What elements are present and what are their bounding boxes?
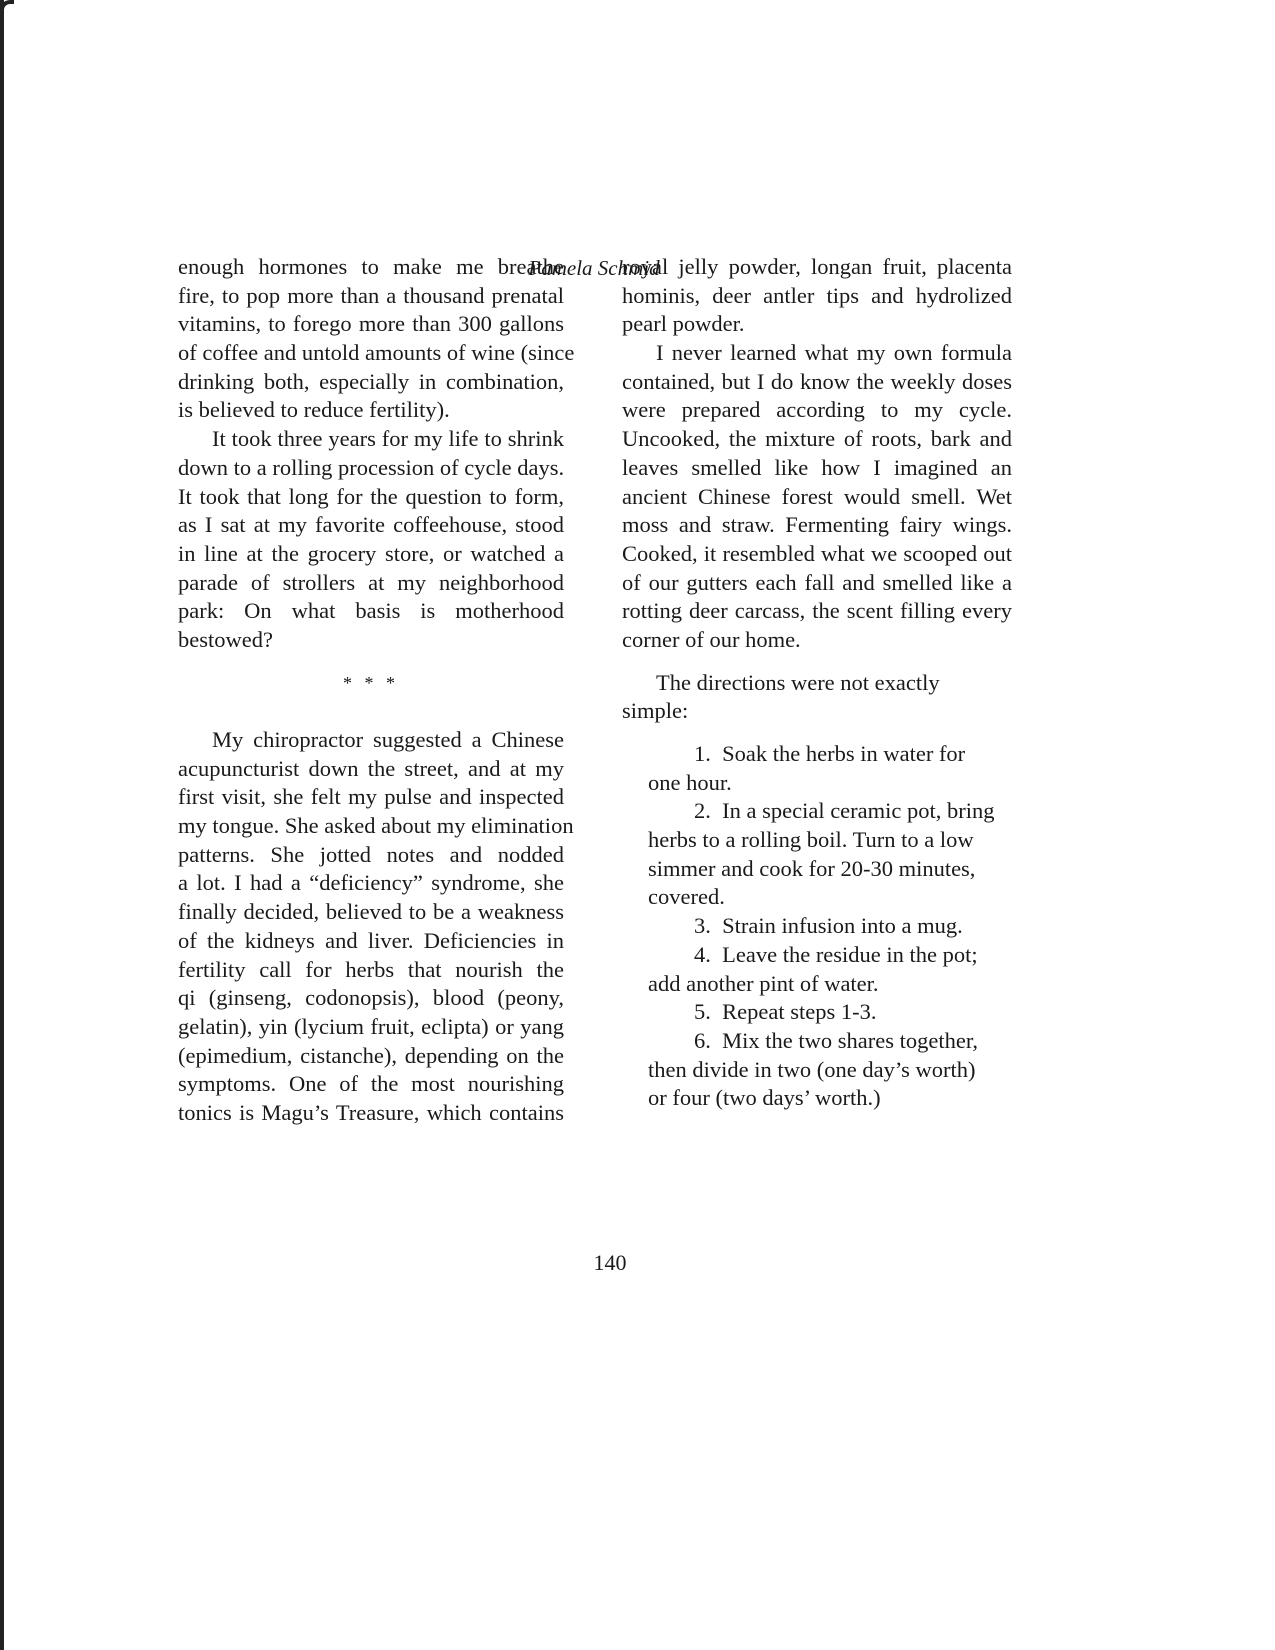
text-line: gelatin), yin (lycium fruit, eclipta) or yang — [178, 1013, 564, 1039]
step-first-line: 6. Mix the two shares together, — [694, 1027, 979, 1053]
text-line: in line at the grocery store, or watched a — [178, 540, 564, 566]
text-line: drinking both, especially in combination, — [178, 368, 564, 394]
step-line: or four (two days’ worth.) — [648, 1085, 881, 1111]
text-line: (epimedium, cistanche), depending on the — [178, 1042, 564, 1068]
step-line: herbs to a rolling boil. Turn to a low — [648, 827, 974, 853]
text-line: my tongue. She asked about my elimination — [178, 813, 574, 839]
text-line: hominis, deer antler tips and hydrolized — [622, 282, 1012, 308]
step-3 — [622, 912, 1012, 941]
step-number: 2. — [694, 798, 711, 824]
text-line: were prepared according to my cycle. — [622, 397, 1012, 423]
section-break: * * * — [343, 672, 399, 693]
text-line: is believed to reduce fertility). — [178, 397, 450, 423]
step-line: covered. — [648, 884, 725, 910]
step-first-line: 2. In a special ceramic pot, bring — [694, 798, 995, 824]
step-line: add another pint of water. — [648, 970, 879, 996]
step-line: simmer and cook for 20-30 minutes, — [648, 855, 976, 881]
step-2 — [622, 797, 1012, 912]
text-line: patterns. She jotted notes and nodded — [178, 841, 564, 867]
text-line: of coffee and untold amounts of wine (since — [178, 340, 575, 366]
text-line: moss and straw. Fermenting fairy wings. — [622, 512, 1012, 538]
page-number: 140 — [593, 1250, 627, 1275]
paragraph-ingredients — [622, 253, 1012, 339]
text-line: simple: — [622, 698, 689, 724]
step-4 — [622, 941, 1012, 998]
text-line: as I sat at my favorite coffeehouse, stood — [178, 512, 564, 538]
text-line: of our gutters each fall and smelled like a — [622, 569, 1012, 595]
paragraph-formula — [622, 339, 1012, 655]
paragraph-directions-intro — [622, 669, 1012, 726]
text-line: finally decided, believed to be a weakness — [178, 899, 564, 925]
text-line: park: On what basis is motherhood — [178, 598, 564, 624]
text-line: down to a rolling procession of cycle days. — [178, 454, 565, 480]
text-line: The directions were not exactly — [656, 669, 940, 695]
text-line: pearl powder. — [622, 311, 745, 337]
step-first-line: 5. Repeat steps 1-3. — [694, 999, 877, 1025]
text-line: fertility call for herbs that nourish the — [178, 956, 564, 982]
running-header-author: Pamela Schmid — [528, 256, 660, 280]
step-5 — [622, 998, 1012, 1027]
text-line: leaves smelled like how I imagined an — [622, 454, 1012, 480]
paragraph-chiropractor — [178, 726, 574, 1128]
step-number: 1. — [694, 741, 711, 766]
text-line: qi (ginseng, codonopsis), blood (peony, — [178, 985, 564, 1011]
text-line: symptoms. One of the most nourishing — [178, 1071, 564, 1097]
text-line: first visit, she felt my pulse and inspected — [178, 784, 564, 810]
step-number: 6. — [694, 1027, 711, 1053]
text-line: royal jelly powder, longan fruit, placenta — [622, 254, 1012, 279]
text-line: ancient Chinese forest would smell. Wet — [622, 483, 1012, 509]
text-line: a lot. I had a “deficiency” syndrome, she — [178, 870, 564, 896]
text-line: Cooked, it resembled what we scooped out — [622, 540, 1012, 566]
text-line: contained, but I do know the weekly doses — [622, 368, 1012, 394]
step-6 — [622, 1027, 1012, 1113]
step-line: then divide in two (one day’s worth) — [648, 1056, 976, 1082]
step-first-line: 3. Strain infusion into a mug. — [694, 913, 963, 939]
text-line: vitamins, to forego more than 300 gallons — [178, 311, 564, 337]
text-line: corner of our home. — [622, 626, 801, 652]
text-line: It took that long for the question to form, — [178, 483, 564, 509]
right-column — [622, 253, 1012, 1113]
paragraph-hormones — [178, 253, 575, 425]
text-line: bestowed? — [178, 626, 273, 652]
text-line: Uncooked, the mixture of roots, bark and — [622, 426, 1012, 452]
step-number: 4. — [694, 941, 711, 967]
directions-list — [622, 740, 1012, 1113]
text-line: My chiropractor suggested a Chinese — [212, 727, 564, 752]
text-line: fire, to pop more than a thousand prenatal — [178, 282, 564, 308]
text-line: rotting deer carcass, the scent filling every — [622, 598, 1012, 624]
left-column — [178, 253, 575, 1128]
text-line: parade of strollers at my neighborhood — [178, 569, 564, 595]
text-line: acupuncturist down the street, and at my — [178, 755, 564, 781]
paragraph-three-years — [178, 425, 564, 655]
step-line: one hour. — [648, 769, 732, 795]
step-number: 5. — [694, 999, 711, 1025]
text-line: enough hormones to make me breathe — [178, 254, 564, 279]
step-first-line: 1. Soak the herbs in water for — [694, 741, 966, 766]
text-line: of the kidneys and liver. Deficiencies in — [178, 927, 564, 953]
text-line: tonics is Magu’s Treasure, which contains — [178, 1099, 564, 1125]
step-first-line: 4. Leave the residue in the pot; — [694, 941, 978, 967]
step-number: 3. — [694, 913, 711, 939]
scan-edge-shadow — [0, 0, 4, 1650]
text-line: It took three years for my life to shrink — [212, 426, 564, 452]
text-line: I never learned what my own formula — [656, 340, 1012, 366]
step-1 — [622, 740, 1012, 797]
